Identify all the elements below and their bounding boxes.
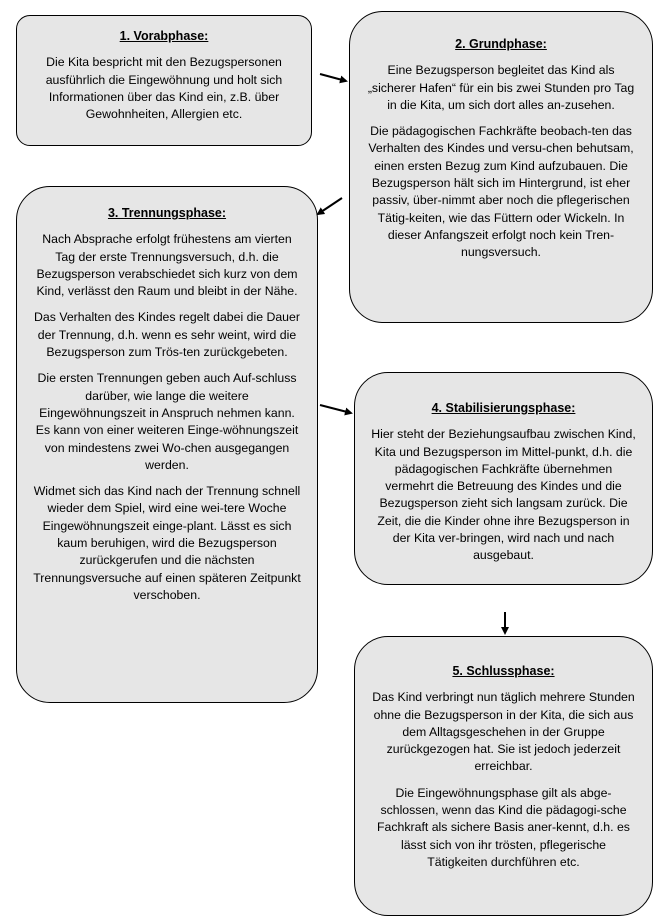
phase-box-grundphase <box>349 11 653 323</box>
phase-text: Nach Absprache erfolgt frühestens am vierten Tag der erste Trennungsversuch, d.h. die Bezugsperson verabschiedet sich kurz von dem Kind, verlässt den Raum und bleibt in der Nähe. <box>36 232 298 299</box>
arrow-2-to-3 <box>318 198 342 214</box>
arrow-1-to-2 <box>320 74 346 81</box>
phase-text: Das Verhalten des Kindes regelt dabei die Dauer der Trennung, d.h. wenn es sehr weint, wird die Bezugsperson zum Trös-ten zurückgebeten. <box>34 310 300 360</box>
phase-text: Die pädagogischen Fachkräfte beobach-ten das Verhalten des Kindes und versu-chen behutsam, einen ersten Bezug zum Kind aufzubauen. Die Bezugsperson hält sich im Hintergrund, ist eher passiv, über-nimmt aber noch die pflegerischen Tätig-keiten, wie das Füttern oder Wickeln. In dieser Anfangszeit erfolgt noch kein Tren-nungsversuch. <box>368 124 634 260</box>
phase-text: Die Kita bespricht mit den Bezugspersonen ausführlich die Eingewöhnung und holt sich Informationen über das Kind ein, z.B. über Gewohnheiten, Allergien etc. <box>45 55 283 122</box>
phase-text: Die Eingewöhnungsphase gilt als abge-schlossen, wenn das Kind die pädagogi-sche Fachkraft als sichere Basis aner-kennt, d.h. es lässt sich von ihr trösten, pflegerische Tätigkeiten durchführen etc. <box>377 785 630 869</box>
phase-box-vorabphase <box>16 15 312 146</box>
phase-title: 2. Grundphase: <box>455 37 547 51</box>
phase-title: 1. Vorabphase: <box>119 29 209 43</box>
phase-box-stabilisierungsphase <box>354 372 653 585</box>
arrow-3-to-4 <box>320 405 351 413</box>
phase-title: 5. Schlussphase: <box>452 664 555 678</box>
phase-box-trennungsphase <box>16 186 318 703</box>
phase-title: 4. Stabilisierungsphase: <box>431 401 576 415</box>
phase-text: Die ersten Trennungen geben auch Auf-schluss darüber, wie lange die weitere Eingewöhnungszeit in Anspruch nehmen kann. Es kann von einer weiteren Einge-wöhnungszeit von mindestens zwei Wo-chen ausgegangen werden. <box>35 371 299 472</box>
phase-title: 3. Trennungsphase: <box>107 206 227 220</box>
phase-text: Das Kind verbringt nun täglich mehrere Stunden ohne die Bezugsperson in der Kita, die sich aus dem Alltagsgeschehen in der Gruppe zurückgezogen hat. Sie ist jedoch jederzeit erreichbar. <box>372 690 635 774</box>
phase-text: Hier steht der Beziehungsaufbau zwischen Kind, Kita und Bezugsperson im Mittel-punkt, d.h. die pädagogischen Fachkräfte übernehmen vermehrt die Betreuung des Kindes und die Bezugsperson zieht sich langsam zurück. Die Zeit, die die Kinder ohne ihre Bezugsperson in der Kita ver-bringen, wird nach und nach ausgebaut. <box>371 427 636 563</box>
phase-text: Eine Bezugsperson begleitet das Kind als „sicherer Hafen“ für ein bis zwei Stunden pro Tag in die Kita, um sich dort alles an-zusehen. <box>367 63 635 112</box>
phase-text: Widmet sich das Kind nach der Trennung schnell wieder dem Spiel, wird eine wei-tere Woche Eingewöhnungszeit einge-plant. Lässt es sich kaum beruhigen, wird die Bezugsperson zurückgerufen und die nächsten Trennungsversuche auf einen späteren Zeitpunkt verschoben. <box>33 484 301 602</box>
phase-box-schlussphase <box>354 636 653 916</box>
